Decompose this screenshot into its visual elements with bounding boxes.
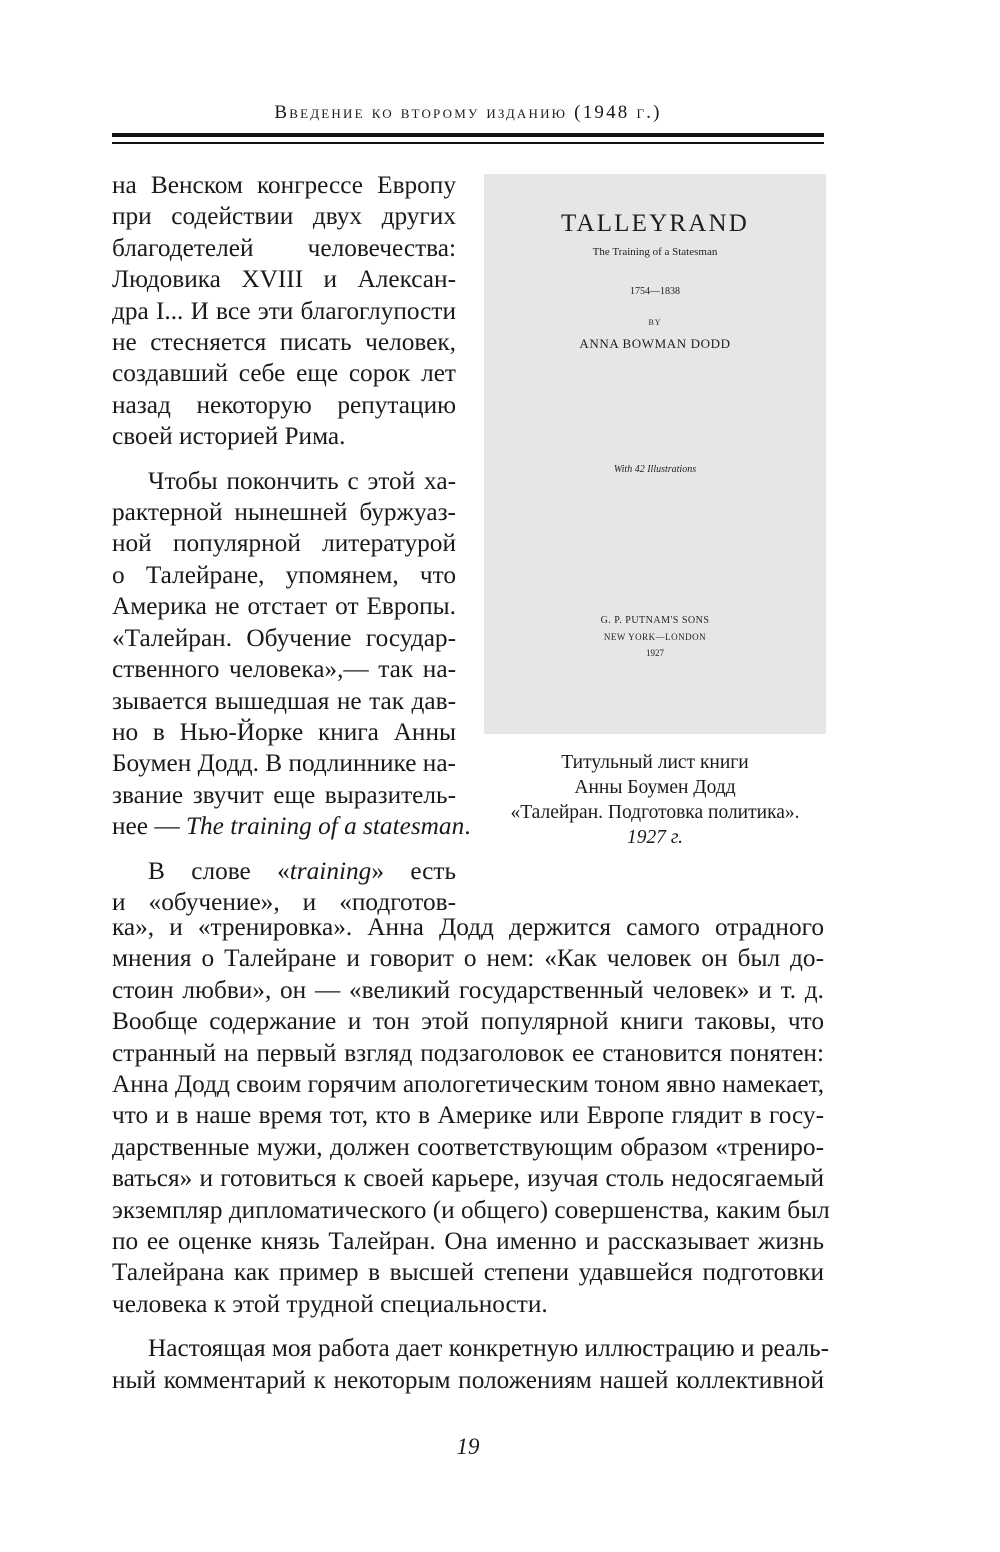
text-line: своей историей Рима. [112,422,346,451]
figure-illustrations: With 42 Illustrations [613,464,697,475]
caption-line: Анны Боумен Додд [574,777,736,798]
text-line: благодетелей человечества: [112,233,456,262]
full-width-text [112,912,830,1396]
title-page-figure [484,174,826,734]
figure-pub-year: 1927 [646,648,664,658]
text-line: по ее оценке князь Талейран. Она именно и рассказывает жизнь [112,1227,824,1256]
text-line: дарственные мужи, должен соответствующим образом «трениро- [112,1132,824,1161]
text-line: Боумен Додд. В подлиннике на- [112,749,456,778]
figure-book-title: TALLEYRAND [560,210,750,237]
text-line: Америка не отстает от Европы. [112,592,456,621]
figure-years: 1754—1838 [630,286,680,297]
text-line: дра I... И все эти благоглупости [112,296,456,325]
header-rule-thick [112,133,824,137]
caption-year: 1927 г. [626,827,684,848]
figure-by: BY [648,318,662,327]
text-line: ваться» и готовиться к своей карьере, изучая столь недосягаемый [112,1164,824,1193]
header-rule-thin [112,142,824,144]
text-line: рактерной нынешней буржуаз- [112,498,456,527]
text-line: зывается вышедшая не так дав- [112,686,456,715]
text-line: «Талейран. Обучение государ- [112,623,456,652]
text-line: ка», и «тренировка». Анна Додд держится самого отрадного [112,913,824,941]
paragraph-4 [112,1333,830,1396]
word-italic: training [289,856,372,885]
caption-line: Титульный лист книги [561,752,749,773]
text-line: Настоящая моя работа дает конкретную иллюстрацию и реаль- [148,1334,830,1363]
figure-cities: NEW YORK—LONDON [603,632,707,642]
text-line: и «обучение», и «подготов- [112,887,456,916]
text-line: на Венском конгрессе Европу [112,171,456,199]
narrow-column-text [112,170,471,918]
text-line: Анна Додд своим горячим апологетическим тоном явно намекает, [112,1070,825,1099]
text-line: Людовика XVIII и Алексан- [112,265,456,294]
paragraph-3-start [112,856,456,919]
text-line: ственного человека»,— так на- [112,655,456,684]
paragraph-1 [112,170,456,453]
figure-subtitle: The Training of a Statesman [592,246,718,258]
text-span: » есть [371,856,456,885]
paragraph-2 [112,466,471,843]
paragraph-3-rest [112,912,830,1320]
text-line: странный на первый взгляд подзаголовок ее становится понятен: [112,1038,824,1067]
text-line: экземпляр дипломатического (и общего) совершенства, каким был [112,1195,830,1224]
caption-line: «Талейран. Подготовка политика». [510,802,800,823]
figure-publisher: G. P. PUTNAM'S SONS [600,615,710,626]
text-line: мнения о Талейране и говорит о нем: «Как человек он был до- [112,944,824,973]
text-line [112,811,471,842]
text-line: назад некоторую репутацию [112,390,456,419]
page-number: 19 [456,1434,480,1459]
text-line: но в Нью-Йорке книга Анны [112,717,456,746]
text-line: Вообще содержание и тон этой популярной книги таковы, что [112,1007,824,1036]
figure-author: ANNA BOWMAN DODD [579,336,731,351]
text-line [112,856,456,887]
text-line: Чтобы покончить с этой ха- [148,466,456,495]
text-span: В слове « [148,856,290,885]
text-line: создавший себе еще сорок лет [112,359,456,388]
text-line: не стесняется писать человек, [112,328,456,357]
book-title-italic: The training of a statesman [185,812,465,841]
text-line: что и в наше время тот, кто в Америке или Европе глядит в госу- [112,1101,824,1130]
text-line: ный комментарий к некоторым положениям нашей коллективной [112,1365,824,1394]
text-line: ной популярной литературой [112,529,456,558]
text-line: человека к этой трудной специальности. [112,1289,548,1318]
text-span: . [464,812,471,841]
text-line: Талейрана как пример в высшей степени удавшейся подготовки [112,1258,824,1287]
text-line: о Талейране, упомянем, что [112,560,456,589]
text-line: при содействии двух других [112,202,456,231]
running-header: Введение ко второму изданию (1948 г.) [274,102,662,123]
text-line: звание звучит еще выразитель- [112,780,456,809]
text-line: стоин любви», он — «великий государственный человек» и т. д. [112,975,824,1004]
text-span: нее — [112,812,186,841]
figure-caption [470,750,840,850]
